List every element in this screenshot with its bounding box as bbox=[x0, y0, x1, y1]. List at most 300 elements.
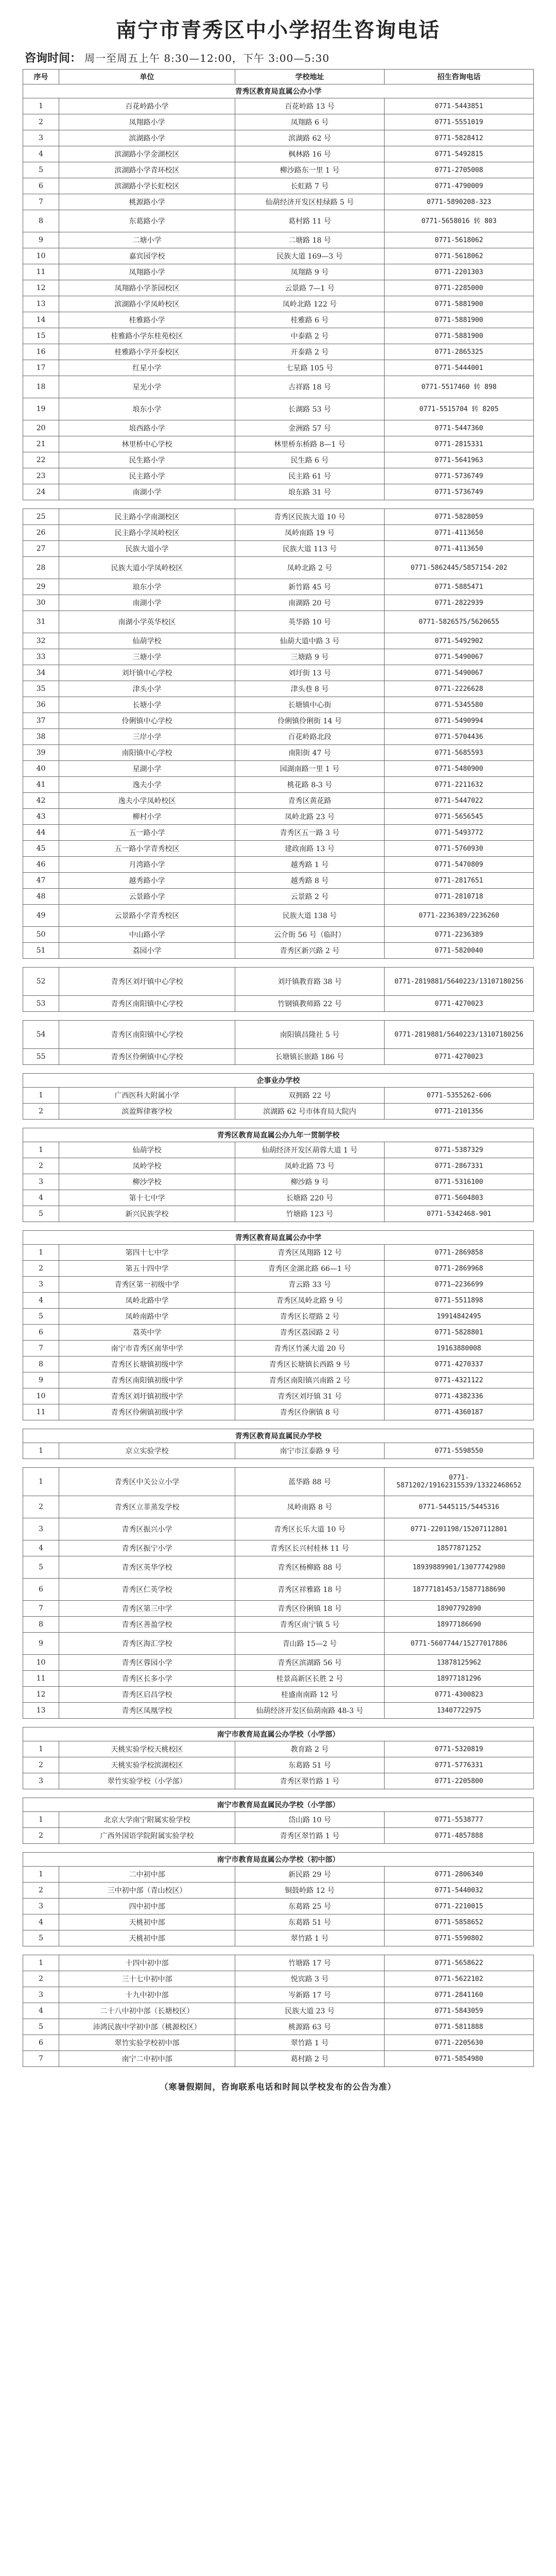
cell-school: 滨湖路小学金湖校区 bbox=[59, 146, 235, 162]
cell-no: 47 bbox=[23, 873, 59, 889]
cell-phone: 0771-4113650 bbox=[385, 541, 534, 557]
table-row bbox=[23, 1518, 534, 1540]
cell-phone: 13407722975 bbox=[385, 1703, 534, 1719]
cell-phone: 0771-5843059 bbox=[385, 2003, 534, 2019]
cell-address: 青秀区长塘镇长西路 9 号 bbox=[235, 1357, 385, 1372]
cell-school: 仙葫学校 bbox=[59, 1142, 235, 1158]
table-row bbox=[23, 1955, 534, 1971]
table-row bbox=[23, 968, 534, 996]
header-address: 学校地址 bbox=[235, 70, 385, 84]
table-row bbox=[23, 1741, 534, 1757]
cell-school: 五一路小学青秀校区 bbox=[59, 841, 235, 857]
cell-phone: 18977186690 bbox=[385, 1617, 534, 1633]
cell-address: 三塘路 9 号 bbox=[235, 649, 385, 665]
section-heading-row bbox=[23, 1074, 534, 1088]
cell-school: 百花岭路小学 bbox=[59, 98, 235, 114]
cell-no: 37 bbox=[23, 713, 59, 729]
cell-school: 荔园小学 bbox=[59, 943, 235, 959]
table-row bbox=[23, 633, 534, 649]
cell-no: 4 bbox=[23, 2003, 59, 2019]
section-gap-cell bbox=[23, 1719, 534, 1727]
cell-address: 青秀区金湖北路 66—1 号 bbox=[235, 1261, 385, 1277]
cell-address: 仙葫经济开发区葫蓉大道 1 号 bbox=[235, 1142, 385, 1158]
cell-school: 凤翔路小学茶园校区 bbox=[59, 280, 235, 296]
cell-no: 1 bbox=[23, 1142, 59, 1158]
cell-address: 青秀区长乐大道 10 号 bbox=[235, 1518, 385, 1540]
cell-phone: 0771-5320819 bbox=[385, 1741, 534, 1757]
table-row bbox=[23, 1971, 534, 1987]
cell-address: 青秀区长兴村桂林 11 号 bbox=[235, 1540, 385, 1556]
cell-phone: 0771-5342468-901 bbox=[385, 1206, 534, 1222]
cell-school: 桃源路小学 bbox=[59, 194, 235, 210]
section-title: 南宁市教育局直属公办学校（小学部） bbox=[23, 1727, 534, 1741]
cell-address: 枫林路 16 号 bbox=[235, 146, 385, 162]
cell-no: 49 bbox=[23, 905, 59, 927]
section-gap-cell bbox=[23, 959, 534, 968]
cell-phone: 0771-5447022 bbox=[385, 793, 534, 809]
cell-phone: 0771-5622102 bbox=[385, 1971, 534, 1987]
cell-no: 5 bbox=[23, 1930, 59, 1946]
table-row bbox=[23, 360, 534, 376]
cell-phone: 0771-2815331 bbox=[385, 436, 534, 452]
table-row bbox=[23, 729, 534, 745]
cell-address: 翠竹路 1 号 bbox=[235, 1930, 385, 1946]
page-title: 南宁市青秀区中小学招生咨询电话 bbox=[116, 18, 440, 42]
cell-address: 青秀区杨柳路 88 号 bbox=[235, 1556, 385, 1579]
cell-phone: 0771-5387329 bbox=[385, 1142, 534, 1158]
cell-school: 翠竹实验学校（小学部） bbox=[59, 1773, 235, 1789]
cell-phone: 0771-5820040 bbox=[385, 943, 534, 959]
cell-address: 凤岭北路 122 号 bbox=[235, 296, 385, 312]
table-row bbox=[23, 162, 534, 178]
cell-no: 53 bbox=[23, 996, 59, 1012]
cell-school: 滨湖路小学 bbox=[59, 130, 235, 146]
cell-school: 天桃初中部 bbox=[59, 1930, 235, 1946]
cell-address: 青秀区黄花路 bbox=[235, 793, 385, 809]
cell-address: 柳沙路 9 号 bbox=[235, 1174, 385, 1190]
table-row bbox=[23, 1443, 534, 1459]
cell-no: 29 bbox=[23, 579, 59, 595]
table-row bbox=[23, 232, 534, 248]
cell-school: 南宁市青秀区南华中学 bbox=[59, 1341, 235, 1357]
cell-phone: 0771-5492815 bbox=[385, 146, 534, 162]
cell-no: 1 bbox=[23, 1088, 59, 1104]
table-row bbox=[23, 2051, 534, 2067]
phone-table bbox=[23, 69, 534, 2067]
cell-school: 荔英中学 bbox=[59, 1325, 235, 1341]
table-row bbox=[23, 1309, 534, 1325]
cell-no: 24 bbox=[23, 484, 59, 500]
cell-school: 云景路小学青秀校区 bbox=[59, 905, 235, 927]
cell-school: 青秀区振宁小学 bbox=[59, 1540, 235, 1556]
table-body bbox=[23, 84, 534, 2067]
cell-no: 2 bbox=[23, 1828, 59, 1844]
cell-no: 1 bbox=[23, 1955, 59, 1971]
cell-no: 2 bbox=[23, 1496, 59, 1518]
cell-address: 园湖南路一里 1 号 bbox=[235, 761, 385, 777]
table-row bbox=[23, 1104, 534, 1120]
table-row bbox=[23, 1142, 534, 1158]
cell-address: 林里桥东桥路 8—1 号 bbox=[235, 436, 385, 452]
cell-no: 1 bbox=[23, 1468, 59, 1496]
cell-address: 青秀区新兴路 2 号 bbox=[235, 943, 385, 959]
cell-address: 建政南路 13 号 bbox=[235, 841, 385, 857]
cell-school: 青秀区伶俐镇初级中学 bbox=[59, 1404, 235, 1420]
cell-address: 青秀区凤翔路 12 号 bbox=[235, 1245, 385, 1261]
cell-phone: 0771-5492902 bbox=[385, 633, 534, 649]
cell-phone: 0771-4270023 bbox=[385, 996, 534, 1012]
cell-school: 柳沙学校 bbox=[59, 1174, 235, 1190]
table-row bbox=[23, 1671, 534, 1687]
table-row bbox=[23, 1404, 534, 1420]
cell-phone: 0771-2822939 bbox=[385, 595, 534, 611]
table-row bbox=[23, 793, 534, 809]
cell-address: 竹钢镇教师路 22 号 bbox=[235, 996, 385, 1012]
cell-no: 4 bbox=[23, 1540, 59, 1556]
cell-no: 7 bbox=[23, 2051, 59, 2067]
cell-school: 青秀区南阳镇中心学校 bbox=[59, 996, 235, 1012]
cell-address: 青秀区荔园路 2 号 bbox=[235, 1325, 385, 1341]
cell-address: 青秀区翠竹路 1 号 bbox=[235, 1828, 385, 1844]
cell-address: 凤岭北路 73 号 bbox=[235, 1158, 385, 1174]
cell-phone: 0771-2101356 bbox=[385, 1104, 534, 1120]
cell-phone: 18977181296 bbox=[385, 1671, 534, 1687]
cell-phone: 0771-5881900 bbox=[385, 328, 534, 344]
cell-address: 七星路 105 号 bbox=[235, 360, 385, 376]
table-row bbox=[23, 1190, 534, 1206]
cell-no: 18 bbox=[23, 376, 59, 398]
cell-no: 51 bbox=[23, 943, 59, 959]
cell-no: 21 bbox=[23, 436, 59, 452]
cell-no: 26 bbox=[23, 525, 59, 541]
cell-phone: 0771-5704436 bbox=[385, 729, 534, 745]
cell-address: 英华路 10 号 bbox=[235, 611, 385, 633]
cell-school: 南湖小学 bbox=[59, 595, 235, 611]
cell-phone: 0771-2865325 bbox=[385, 344, 534, 360]
header-school: 单位 bbox=[59, 70, 235, 84]
cell-school: 青秀区英华学校 bbox=[59, 1556, 235, 1579]
cell-phone: 0771-5607744/15277017886 bbox=[385, 1633, 534, 1655]
cell-school: 青秀区第三中学 bbox=[59, 1601, 235, 1617]
table-row bbox=[23, 344, 534, 360]
cell-phone: 0771-5828801 bbox=[385, 1325, 534, 1341]
cell-no: 48 bbox=[23, 889, 59, 905]
table-row bbox=[23, 873, 534, 889]
cell-address: 仙葫经济开发区桂绿路 5 号 bbox=[235, 194, 385, 210]
table-row bbox=[23, 579, 534, 595]
cell-address: 青云路 33 号 bbox=[235, 1277, 385, 1293]
cell-no: 1 bbox=[23, 1812, 59, 1828]
cell-address: 云景路 2 号 bbox=[235, 889, 385, 905]
cell-phone: 0771-2867331 bbox=[385, 1158, 534, 1174]
cell-school: 青秀区第一初级中学 bbox=[59, 1277, 235, 1293]
cell-school: 二塘小学 bbox=[59, 232, 235, 248]
cell-address: 民族大道 23 号 bbox=[235, 2003, 385, 2019]
cell-school: 青秀区南阳镇中心学校 bbox=[59, 1021, 235, 1049]
table-row bbox=[23, 665, 534, 681]
table-row bbox=[23, 1899, 534, 1914]
cell-phone: 0771-5604803 bbox=[385, 1190, 534, 1206]
cell-address: 竹塘路 123 号 bbox=[235, 1206, 385, 1222]
table-row bbox=[23, 468, 534, 484]
cell-address: 桃源路 63 号 bbox=[235, 2019, 385, 2035]
cell-phone: 0771-4360187 bbox=[385, 1404, 534, 1420]
cell-address: 民主路 61 号 bbox=[235, 468, 385, 484]
cell-no: 3 bbox=[23, 1518, 59, 1540]
cell-no: 40 bbox=[23, 761, 59, 777]
cell-phone: 18907792890 bbox=[385, 1601, 534, 1617]
cell-phone: 0771-5736749 bbox=[385, 484, 534, 500]
cell-no: 3 bbox=[23, 1987, 59, 2003]
cell-phone: 0771-5490067 bbox=[385, 649, 534, 665]
table-row bbox=[23, 1277, 534, 1293]
table-row bbox=[23, 1049, 534, 1065]
cell-address: 津头巷 8 号 bbox=[235, 681, 385, 697]
cell-address: 长虹路 7 号 bbox=[235, 178, 385, 194]
cell-phone: 0771-4270023 bbox=[385, 1049, 534, 1065]
section-gap-cell bbox=[23, 1065, 534, 1074]
cell-phone: 0771-5493772 bbox=[385, 825, 534, 841]
cell-no: 5 bbox=[23, 1309, 59, 1325]
cell-school: 埌西路小学 bbox=[59, 420, 235, 436]
table-row bbox=[23, 541, 534, 557]
table-row bbox=[23, 1206, 534, 1222]
cell-address: 青秀区伶俐镇 18 号 bbox=[235, 1601, 385, 1617]
cell-phone: 0771-5538777 bbox=[385, 1812, 534, 1828]
cell-no: 5 bbox=[23, 1206, 59, 1222]
cell-address: 葛村路 2 号 bbox=[235, 2051, 385, 2067]
cell-school: 第五十四中学 bbox=[59, 1261, 235, 1277]
cell-phone: 0771-5854980 bbox=[385, 2051, 534, 2067]
section-gap-cell bbox=[23, 1459, 534, 1468]
table-row bbox=[23, 2019, 534, 2035]
table-row bbox=[23, 210, 534, 232]
cell-no: 45 bbox=[23, 841, 59, 857]
table-row bbox=[23, 1158, 534, 1174]
table-row bbox=[23, 697, 534, 713]
cell-phone: 0771-5316100 bbox=[385, 1174, 534, 1190]
cell-phone: 0771-2869968 bbox=[385, 1261, 534, 1277]
cell-no: 1 bbox=[23, 1867, 59, 1883]
section-title: 青秀区教育局直属民办学校 bbox=[23, 1429, 534, 1443]
cell-school: 十九中初中部 bbox=[59, 1987, 235, 2003]
cell-phone: 0771-5598550 bbox=[385, 1443, 534, 1459]
cell-phone: 0771-5641963 bbox=[385, 452, 534, 468]
cell-phone: 0771-4300823 bbox=[385, 1687, 534, 1703]
cell-school: 凤岭北路中学 bbox=[59, 1293, 235, 1309]
cell-address: 东葛路 51 号 bbox=[235, 1757, 385, 1773]
section-gap-cell bbox=[23, 1946, 534, 1955]
cell-school: 桂雅路小学东桂苑校区 bbox=[59, 328, 235, 344]
section-heading-row bbox=[23, 1853, 534, 1867]
section-gap bbox=[23, 1065, 534, 1074]
section-gap-cell bbox=[23, 1844, 534, 1853]
cell-phone: 0771-4321122 bbox=[385, 1372, 534, 1388]
cell-school: 逸夫小学凤岭校区 bbox=[59, 793, 235, 809]
cell-address: 古祥路 18 号 bbox=[235, 376, 385, 398]
table-row bbox=[23, 296, 534, 312]
cell-address: 滨湖路 62 号 bbox=[235, 130, 385, 146]
cell-phone: 0771-5515704 转 8205 bbox=[385, 398, 534, 420]
cell-no: 6 bbox=[23, 178, 59, 194]
cell-no: 46 bbox=[23, 857, 59, 873]
cell-address: 青山路 15—2 号 bbox=[235, 1633, 385, 1655]
cell-phone: 0771-2819881/5640223/13107180256 bbox=[385, 968, 534, 996]
cell-no: 4 bbox=[23, 1190, 59, 1206]
cell-school: 刘圩镇中心学校 bbox=[59, 665, 235, 681]
table-row bbox=[23, 595, 534, 611]
cell-school: 青秀区海汇学校 bbox=[59, 1633, 235, 1655]
cell-school: 青秀区仁英学校 bbox=[59, 1579, 235, 1601]
cell-no: 6 bbox=[23, 1579, 59, 1601]
cell-school: 青秀区凤凰学校 bbox=[59, 1703, 235, 1719]
cell-phone: 0771—2236699 bbox=[385, 1277, 534, 1293]
table-row bbox=[23, 1556, 534, 1579]
cell-no: 8 bbox=[23, 210, 59, 232]
table-row bbox=[23, 1021, 534, 1049]
cell-address: 翠竹路 1 号 bbox=[235, 2035, 385, 2051]
cell-no: 2 bbox=[23, 1104, 59, 1120]
cell-no: 5 bbox=[23, 1556, 59, 1579]
cell-no: 2 bbox=[23, 114, 59, 130]
cell-school: 凤翔路小学 bbox=[59, 264, 235, 280]
table-row bbox=[23, 452, 534, 468]
cell-phone: 18939889901/13077742980 bbox=[385, 1556, 534, 1579]
cell-address: 长塘路 220 号 bbox=[235, 1190, 385, 1206]
cell-school: 三十七中初中部 bbox=[59, 1971, 235, 1987]
section-title: 南宁市教育局直属民办学校（小学部） bbox=[23, 1798, 534, 1812]
cell-no: 11 bbox=[23, 1671, 59, 1687]
cell-no: 10 bbox=[23, 1388, 59, 1404]
cell-phone: 0771-5736749 bbox=[385, 468, 534, 484]
cell-no: 3 bbox=[23, 1277, 59, 1293]
cell-no: 12 bbox=[23, 1687, 59, 1703]
cell-no: 13 bbox=[23, 1703, 59, 1719]
cell-no: 2 bbox=[23, 1971, 59, 1987]
table-row bbox=[23, 1357, 534, 1372]
cell-school: 逸夫小学 bbox=[59, 777, 235, 793]
section-gap-cell bbox=[23, 1789, 534, 1798]
cell-school: 仙葫学校 bbox=[59, 633, 235, 649]
cell-phone: 0771-2201303 bbox=[385, 264, 534, 280]
cell-address: 新民路 29 号 bbox=[235, 1867, 385, 1883]
table-row bbox=[23, 509, 534, 525]
cell-phone: 0771-4790009 bbox=[385, 178, 534, 194]
cell-phone: 0771-2236389/2236260 bbox=[385, 905, 534, 927]
cell-no: 20 bbox=[23, 420, 59, 436]
cell-phone: 0771-5826575/5620655 bbox=[385, 611, 534, 633]
section-title: 青秀区教育局直属公办小学 bbox=[23, 84, 534, 98]
cell-phone: 0771-2285000 bbox=[385, 280, 534, 296]
section-gap-cell bbox=[23, 1420, 534, 1429]
table-row bbox=[23, 841, 534, 857]
cell-address: 青秀区凤岭北路 9 号 bbox=[235, 1293, 385, 1309]
cell-school: 滨湖路小学青环校区 bbox=[59, 162, 235, 178]
cell-no: 3 bbox=[23, 1773, 59, 1789]
cell-school: 月湾路小学 bbox=[59, 857, 235, 873]
section-gap-cell bbox=[23, 500, 534, 509]
cell-no: 10 bbox=[23, 1655, 59, 1671]
table-row bbox=[23, 178, 534, 194]
cell-school: 翠竹实验学校初中部 bbox=[59, 2035, 235, 2051]
cell-no: 6 bbox=[23, 1325, 59, 1341]
cell-no: 19 bbox=[23, 398, 59, 420]
table-row bbox=[23, 996, 534, 1012]
cell-school: 林里桥中心学校 bbox=[59, 436, 235, 452]
cell-phone: 0771-5618062 bbox=[385, 232, 534, 248]
cell-address: 青秀区竹溪大道 20 号 bbox=[235, 1341, 385, 1357]
cell-school: 埌东小学 bbox=[59, 398, 235, 420]
section-heading-row bbox=[23, 1727, 534, 1741]
cell-address: 桂盛南南路 12 号 bbox=[235, 1687, 385, 1703]
footnote: （寒暑假期间，咨询联系电话和时间以学校发布的公告为准） bbox=[160, 2082, 396, 2092]
table-row bbox=[23, 1687, 534, 1703]
cell-school: 三塘小学 bbox=[59, 649, 235, 665]
cell-address: 青秀区南宁镇 5 号 bbox=[235, 1617, 385, 1633]
cell-no: 30 bbox=[23, 595, 59, 611]
cell-no: 22 bbox=[23, 452, 59, 468]
table-row bbox=[23, 525, 534, 541]
cell-school: 滨盈辉律赛学校 bbox=[59, 1104, 235, 1120]
cell-school: 青秀区振兴小学 bbox=[59, 1518, 235, 1540]
section-title: 南宁市教育局直属公办学校（初中部） bbox=[23, 1853, 534, 1867]
cell-phone: 0771-5881900 bbox=[385, 296, 534, 312]
cell-school: 青秀区长多小学 bbox=[59, 1671, 235, 1687]
cell-address: 开泰路 2 号 bbox=[235, 344, 385, 360]
section-gap bbox=[23, 1420, 534, 1429]
cell-school: 青秀区刘圩镇中心学校 bbox=[59, 968, 235, 996]
cell-phone: 0771-2810718 bbox=[385, 889, 534, 905]
cell-school: 十四中初中部 bbox=[59, 1955, 235, 1971]
cell-address: 青秀区翠竹路 1 号 bbox=[235, 1773, 385, 1789]
cell-no: 33 bbox=[23, 649, 59, 665]
section-gap bbox=[23, 1459, 534, 1468]
cell-phone: 0771-5811888 bbox=[385, 2019, 534, 2035]
section-gap bbox=[23, 1012, 534, 1021]
cell-phone: 18577871252 bbox=[385, 1540, 534, 1556]
cell-address: 仙葫经济开发区仙葫南路 48-3 号 bbox=[235, 1703, 385, 1719]
cell-address: 东葛路 51 号 bbox=[235, 1914, 385, 1930]
cell-no: 8 bbox=[23, 1357, 59, 1372]
cell-address: 东葛路 25 号 bbox=[235, 1899, 385, 1914]
table-row bbox=[23, 1883, 534, 1899]
cell-school: 青秀区立菲蒸发学校 bbox=[59, 1496, 235, 1518]
table-row bbox=[23, 1914, 534, 1930]
table-row bbox=[23, 905, 534, 927]
table-row bbox=[23, 1174, 534, 1190]
cell-school: 云景路小学 bbox=[59, 889, 235, 905]
cell-no: 7 bbox=[23, 194, 59, 210]
cell-phone: 0771-5490994 bbox=[385, 713, 534, 729]
cell-phone: 0771-5590802 bbox=[385, 1930, 534, 1946]
cell-address: 岑新路 17 号 bbox=[235, 1987, 385, 2003]
cell-address: 铜鼓岭路 12 号 bbox=[235, 1883, 385, 1899]
cell-phone: 0771-5828059 bbox=[385, 509, 534, 525]
cell-address: 伶俐镇伶俐街 14 号 bbox=[235, 713, 385, 729]
cell-phone: 0771-2205800 bbox=[385, 1773, 534, 1789]
table-row bbox=[23, 745, 534, 761]
cell-school: 青秀区刘圩镇初级中学 bbox=[59, 1388, 235, 1404]
cell-address: 青秀区五一路 3 号 bbox=[235, 825, 385, 841]
section-heading-row bbox=[23, 1429, 534, 1443]
cell-school: 凤岭学校 bbox=[59, 1158, 235, 1174]
cell-no: 7 bbox=[23, 1601, 59, 1617]
cell-no: 39 bbox=[23, 745, 59, 761]
cell-address: 桂景高新区长胜 2 号 bbox=[235, 1671, 385, 1687]
table-row bbox=[23, 1930, 534, 1946]
table-row bbox=[23, 761, 534, 777]
cell-school: 长塘小学 bbox=[59, 697, 235, 713]
